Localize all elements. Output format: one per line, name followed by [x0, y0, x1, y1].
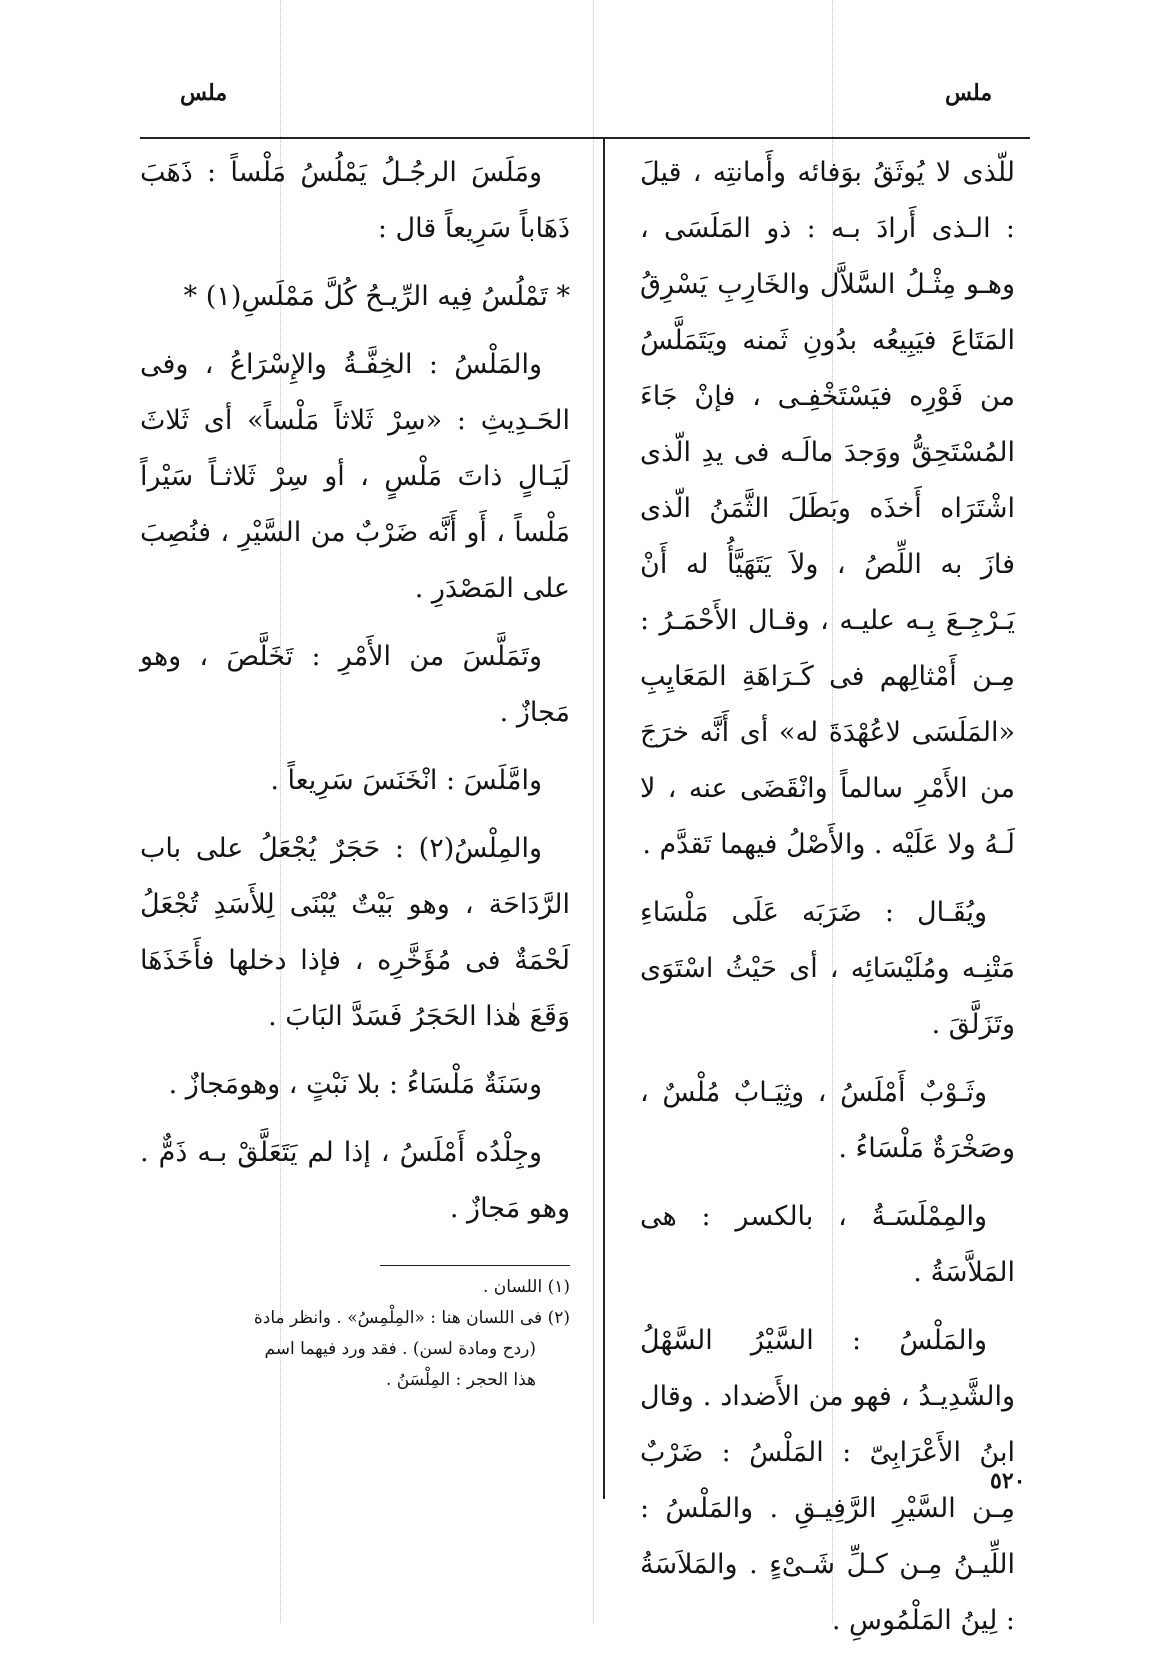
footnote-continuation: هذا الحجر : المِلْسَنُ . — [385, 1370, 536, 1390]
scan-guide-line — [593, 0, 594, 1623]
paragraph: ومَلَسَ الرجُـلُ يَمْلُسُ مَلْساً : ذَهَبَ ذَهَاباً سَرِيعاً قال : — [140, 157, 570, 244]
paragraph: والمَلْسُ : الخِفَّـةُ والإِسْرَاعُ ، وفى الحَـدِيثِ : «سِرْ ثَلاثاً مَلْساً» أى ثَلاثَ لَيَـالٍ ذاتَ مَلْسٍ ، أو سِرْ ثَلاثـاً سَيْراً مَلْساً ، أَو أَنَّه ضَرْبٌ من السَّيْرِ ، فنُصِبَ على المَصْدَرِ . — [140, 349, 570, 604]
paragraph: والمِمْلَسَـةُ ، بالكسر : هى المَلاَّسَةُ . — [640, 1201, 1015, 1288]
verse-line: * تَمْلُسُ فِيه الرِّيـحُ كُلَّ مَمْلَسِ(١) * — [183, 281, 570, 312]
left-column — [140, 145, 570, 1249]
footnote-text: فى اللسان هنا : «المِلْمِسُ» . وانظر مادة — [253, 1308, 543, 1328]
column-divider — [603, 139, 605, 1499]
header-rule — [140, 137, 1030, 139]
right-column — [640, 145, 1015, 1661]
paragraph: وجِلْدُه أَمْلَسُ ، إذا لم يَتَعَلَّقْ بـه ذَمٌّ . وهو مَجازٌ . — [140, 1137, 570, 1224]
footnotes — [140, 1272, 570, 1396]
footnote-rule — [380, 1265, 570, 1266]
footnote-number: (١) — [547, 1277, 570, 1297]
paragraph: وتَمَلَّسَ من الأَمْرِ : تَخَلَّصَ ، وهو مَجازٌ . — [140, 641, 570, 728]
paragraph: ويُقَـال : ضَرَبَه عَلَى مَلْسَاءِ مَتْنِـه ومُلَيْسَائِه ، أى حَيْثُ اسْتَوَى وتَزَلَّقَ . — [640, 897, 1015, 1040]
paragraph: للّذى لا يُوثَقُ بوَفائه وأَمانتِه ، قيلَ : الـذى أَرادَ بـه : ذو المَلَسَى ، وهـو مِثْـلُ السَّلاَّل والخَارِبِ يَسْرِقُ المَتَاعَ فيَبِيعُه بدُونِ ثَمنه ويَتَمَلَّسُ من فَوْرِه فيَسْتَخْفِـى ، فإنْ جَاءَ المُسْتَحِقُّ ووَجدَ مالَـه فى يدِ الّذى اشْتَرَاه أَخذَه وبَطَلَ الثَّمَنُ الّذى فازَ به اللِّصُ ، ولاَ يَتَهَيَّأُ له أَنْ يَـرْجِـعَ بِـه عليـه ، وقـال الأَحْمَـرُ : مِـن أَمْثالِهم فى كَـرَاهَةِ المَعَايِبِ «المَلَسَى لاعُهْدَةَ له» أى أَنَّه خرَجَ من الأَمْرِ سالماً وانْقَضَى عنه ، لا لَـهُ ولا عَلَيْه . والأَصْلُ فيهما تَقدَّم . — [640, 157, 1015, 860]
footnote — [140, 1272, 570, 1303]
footnote-continuation: (ردح ومادة لسن) . فقد ورد فيهما اسم — [264, 1339, 536, 1359]
running-header-right: ملس — [945, 80, 993, 106]
paragraph: وامَّلَسَ : انْخَنَسَ سَرِيعاً . — [270, 765, 542, 796]
paragraph: والمَلْسُ : السَّيْرُ السَّهْلُ والشَّدِيـدُ ، فهو من الأَضداد . وقال ابنُ الأَعْرَابِىّ : المَلْسُ : ضَرْبٌ مِـن السَّيْرِ الرَّفِيـقِ . والمَلْسُ : اللِّيـنُ مِـن كـلِّ شَـىْءٍ . والمَلاَسَةُ : لِينُ المَلْمُوسِ . — [640, 1325, 1015, 1636]
running-header-left: ملس — [180, 80, 228, 106]
paragraph: وثَـوْبٌ أَمْلَسُ ، وثِيَـابٌ مُلْسٌ ، وصَخْرَةٌ مَلْسَاءُ . — [640, 1077, 1015, 1164]
footnote-text: اللسان . — [483, 1277, 543, 1297]
paragraph: والمِلْسُ(٢) : حَجَرٌ يُجْعَلُ على باب الرَّدَاحَة ، وهو بَيْتٌ يُبْنَى لِلأَسَدِ تُجْعَلُ لَحْمَةٌ فى مُؤَخَّرِه ، فإذا دخلها فأَخَذَهَا وَقَعَ هٰذا الحَجَرُ فَسَدَّ البَابَ . — [140, 833, 570, 1032]
page-number: ٥٢٠ — [990, 1468, 1026, 1494]
footnote-number: (٢) — [547, 1308, 570, 1328]
footnote — [140, 1303, 570, 1334]
paragraph: وسَنَةٌ مَلْسَاءُ : بلا نَبْتٍ ، وهومَجازٌ . — [168, 1069, 542, 1100]
